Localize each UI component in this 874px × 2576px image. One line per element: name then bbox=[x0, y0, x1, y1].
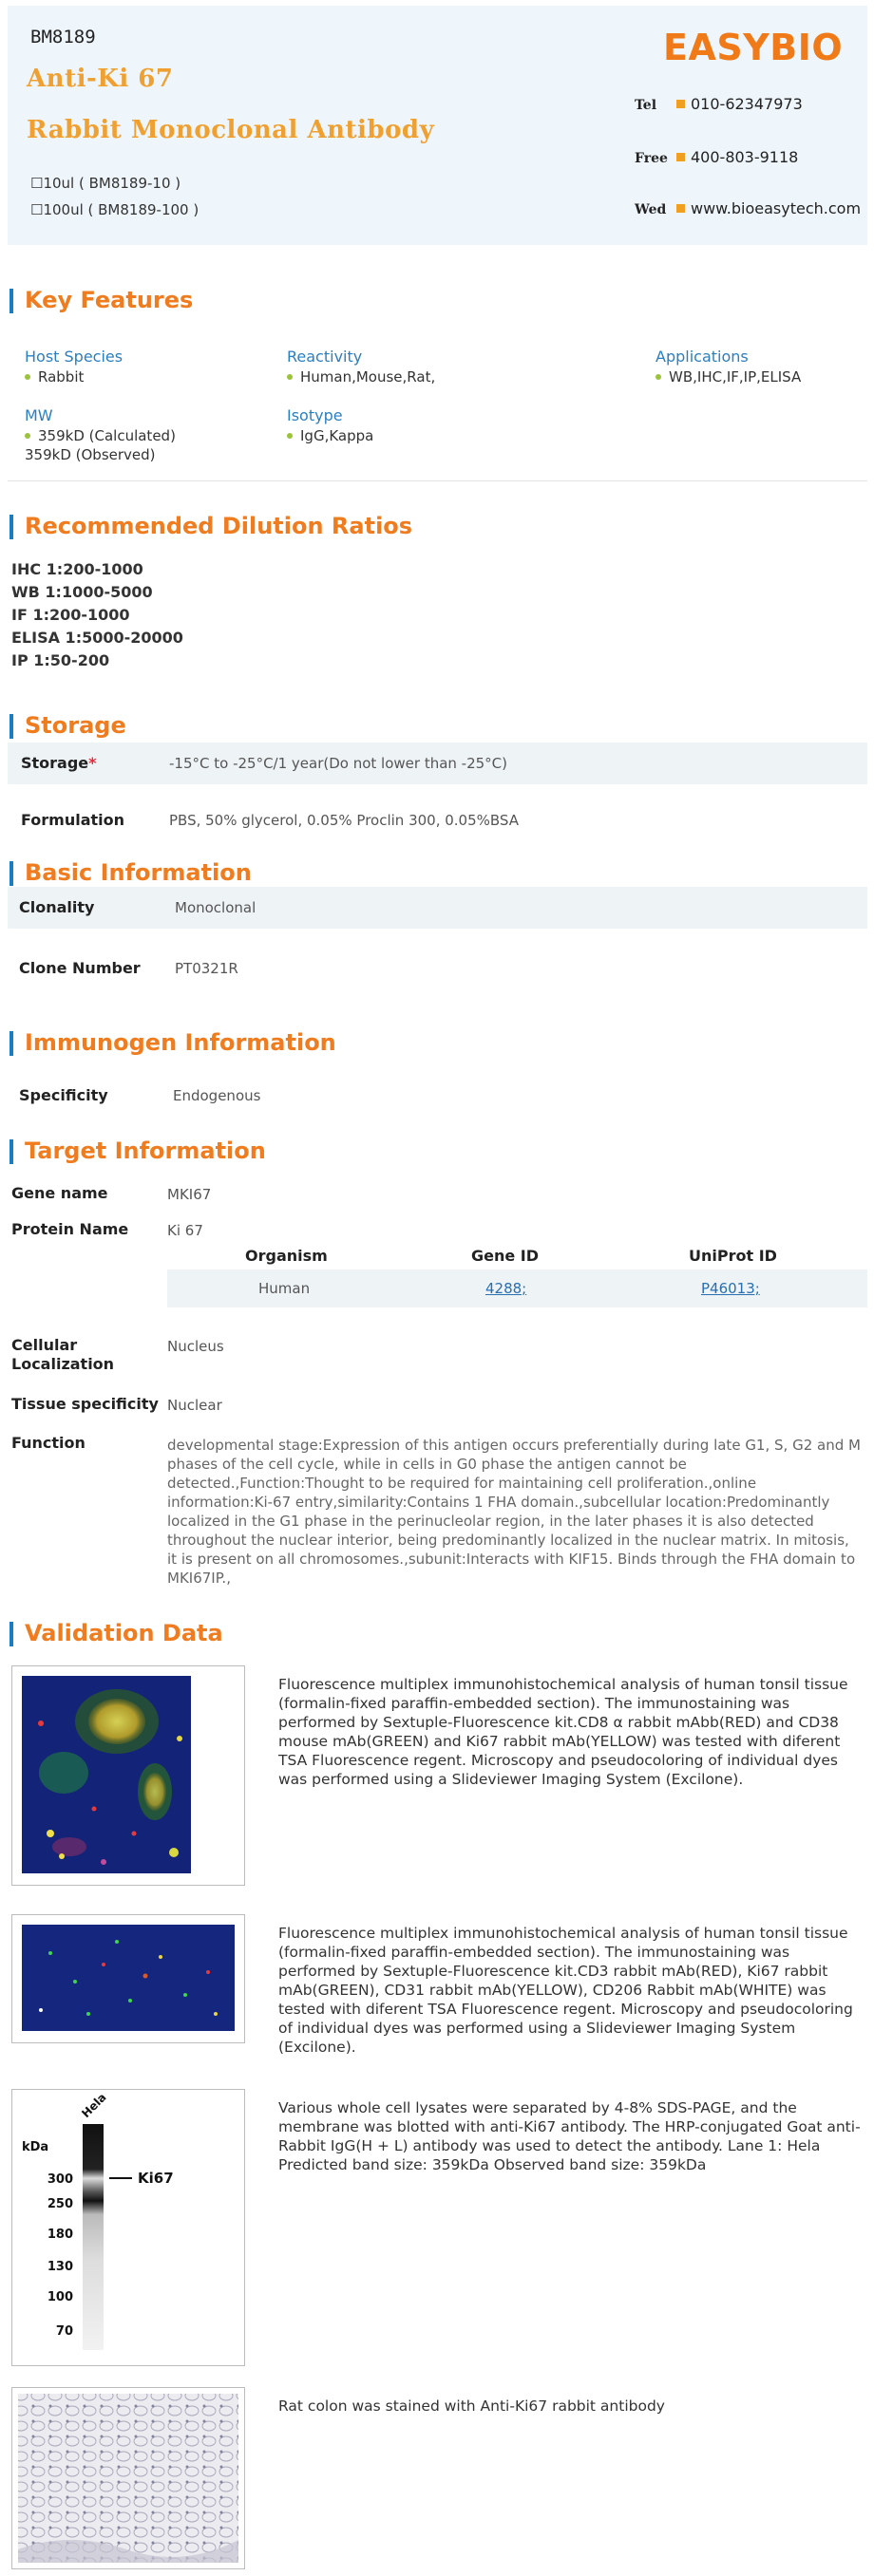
contact-tel bbox=[635, 95, 803, 113]
western-blot-frame bbox=[11, 2089, 245, 2366]
section-bar bbox=[10, 1622, 13, 1646]
tel-value: 010-62347973 bbox=[691, 95, 803, 113]
gene-name-value: MKI67 bbox=[167, 1186, 212, 1203]
clonality-row-bg bbox=[8, 887, 867, 929]
protein-name-value: Ki 67 bbox=[167, 1222, 203, 1239]
mw-value-calculated: 359kD (Calculated) bbox=[25, 427, 176, 444]
applications-label: Applications bbox=[656, 348, 749, 366]
product-code: BM8189 bbox=[30, 27, 96, 47]
wb-marker-100: 100 bbox=[47, 2290, 73, 2304]
mw-value-observed: 359kD (Observed) bbox=[25, 446, 156, 463]
dilution-elisa: ELISA 1:5000-20000 bbox=[11, 629, 183, 647]
section-bar bbox=[10, 714, 13, 739]
tel-label: Tel bbox=[635, 98, 657, 113]
specificity-value: Endogenous bbox=[173, 1087, 261, 1104]
contact-web bbox=[635, 199, 861, 217]
tissue-specificity-label: Tissue specificity bbox=[11, 1395, 159, 1413]
easybio-logo: EASYBIO bbox=[663, 27, 844, 68]
bullet-square-icon bbox=[676, 100, 685, 108]
section-bar bbox=[10, 289, 13, 313]
free-label: Free bbox=[635, 151, 668, 166]
section-title: Key Features bbox=[25, 287, 194, 313]
dilution-ihc: IHC 1:200-1000 bbox=[11, 560, 143, 578]
isotype-label: Isotype bbox=[287, 406, 343, 424]
validation-description-2: Fluorescence multiplex immunohistochemical analysis of human tonsil tissue (formalin-fixed paraffin-embedded section). The immunostaining was performed by Sextuple-Fluorescence kit.CD3 rabbit mAb(RED), Ki67 rabbit mAb(GREEN), CD31 rabbit mAb(YELLOW), CD206 Rabbit mAb(WHITE) was tested with diferent TSA Fluorescence regent. Microscopy and pseudocoloring of individual dyes was performed using a Slideviewer Imaging System (Excilone). bbox=[278, 1925, 853, 2056]
isotype-value: IgG,Kappa bbox=[287, 427, 373, 444]
wb-lane-label: Hela bbox=[79, 2090, 109, 2121]
fluorescence-image-1 bbox=[12, 1666, 244, 1885]
fluorescence-image-2-frame bbox=[11, 1914, 245, 2043]
protein-name-label: Protein Name bbox=[11, 1220, 129, 1238]
clone-number-value: PT0321R bbox=[175, 960, 238, 977]
product-title: Anti-Ki 67 bbox=[27, 65, 174, 93]
gene-id-link[interactable]: 4288; bbox=[485, 1280, 527, 1297]
divider bbox=[8, 480, 867, 481]
size-option-10ul[interactable]: ☐10ul ( BM8189-10 ) bbox=[30, 175, 181, 192]
ihc-rat-colon-image bbox=[12, 2388, 244, 2568]
gene-name-label: Gene name bbox=[11, 1184, 108, 1202]
clone-number-label: Clone Number bbox=[19, 959, 141, 977]
contact-free bbox=[635, 148, 798, 166]
bullet-dot-icon bbox=[287, 374, 293, 380]
section-title: Validation Data bbox=[25, 1620, 223, 1646]
section-bar bbox=[10, 515, 13, 539]
applications-value: WB,IHC,IF,IP,ELISA bbox=[656, 368, 801, 385]
section-title: Basic Information bbox=[25, 859, 252, 886]
wb-marker-300: 300 bbox=[47, 2172, 73, 2187]
clonality-label: Clonality bbox=[19, 898, 95, 916]
organism-header: Organism bbox=[245, 1247, 328, 1265]
section-bar bbox=[10, 861, 13, 886]
header-panel bbox=[8, 6, 867, 245]
section-title: Target Information bbox=[25, 1138, 266, 1164]
bullet-square-icon bbox=[676, 153, 685, 161]
dilution-ip: IP 1:50-200 bbox=[11, 651, 110, 669]
bullet-dot-icon bbox=[25, 374, 30, 380]
bullet-dot-icon bbox=[25, 433, 30, 439]
cellular-localization-value: Nucleus bbox=[167, 1338, 224, 1355]
free-value: 400-803-9118 bbox=[691, 148, 799, 166]
reactivity-value: Human,Mouse,Rat, bbox=[287, 368, 435, 385]
wb-marker-130: 130 bbox=[47, 2260, 73, 2274]
wb-kda-label: kDa bbox=[22, 2140, 49, 2154]
fluorescence-image-2 bbox=[12, 1915, 244, 2042]
uniprot-id-link[interactable]: P46013; bbox=[701, 1280, 760, 1297]
storage-value: -15°C to -25°C/1 year(Do not lower than -25°C) bbox=[169, 755, 508, 772]
dilution-if: IF 1:200-1000 bbox=[11, 606, 130, 624]
uniprot-id-header: UniProt ID bbox=[689, 1247, 777, 1265]
organism-value: Human bbox=[258, 1280, 311, 1297]
tissue-specificity-value: Nuclear bbox=[167, 1397, 222, 1414]
section-bar bbox=[10, 1031, 13, 1056]
function-value: developmental stage:Expression of this antigen occurs preferentially during late G1, S, G2 and M phases of the cell cycle, while in cells in G0 phase the antigen cannot be detected.,Function:Thought to be required for maintaining cell proliferation.,online information:Ki-67 entry,similarity:Contains 1 FHA domain.,subcellular location:Predominantly localized in the G1 phase in the perinucleolar region, in the later phases it is also detected throughout the nuclear interior, being predominantly localized in the nuclear matrix. In mitosis, it is present on all chromosomes.,subunit:Interacts with KIF15. Binds through the FHA domain to MKI67IP., bbox=[167, 1437, 861, 1587]
bullet-dot-icon bbox=[287, 433, 293, 439]
wb-marker-70: 70 bbox=[55, 2324, 73, 2339]
wb-marker-180: 180 bbox=[47, 2228, 73, 2242]
web-label: Wed bbox=[635, 202, 667, 217]
function-label: Function bbox=[11, 1434, 86, 1452]
section-bar bbox=[10, 1139, 13, 1164]
storage-label: Storage* bbox=[21, 754, 97, 772]
host-species-value: Rabbit bbox=[25, 368, 84, 385]
validation-description-1: Fluorescence multiplex immunohistochemical analysis of human tonsil tissue (formalin-fixed paraffin-embedded section). The immunostaining was performed by Sextuple-Fluorescence kit.CD8 α rabbit mAbb(RED) and CD38 mouse mAb(GREEN) and Ki67 rabbit mAb(YELLOW) was tested with diferent TSA Fluorescence regent. Microscopy and pseudocoloring of individual dyes was performed using a Slideviewer Imaging System (Excilone). bbox=[278, 1676, 848, 1788]
product-subtitle: Rabbit Monoclonal Antibody bbox=[27, 116, 435, 144]
gene-id-header: Gene ID bbox=[471, 1247, 540, 1265]
mw-label: MW bbox=[25, 406, 53, 424]
section-title: Storage bbox=[25, 712, 126, 739]
dilution-wb: WB 1:1000-5000 bbox=[11, 583, 153, 601]
specificity-label: Specificity bbox=[19, 1086, 108, 1104]
wb-band-label: Ki67 bbox=[138, 2170, 174, 2187]
clonality-value: Monoclonal bbox=[175, 899, 256, 916]
section-title: Immunogen Information bbox=[25, 1029, 336, 1056]
host-species-label: Host Species bbox=[25, 348, 124, 366]
formulation-value: PBS, 50% glycerol, 0.05% Proclin 300, 0.05%BSA bbox=[169, 812, 519, 829]
validation-description-3: Various whole cell lysates were separated by 4-8% SDS-PAGE, and the membrane was blotted with anti-Ki67 antibody. The HRP-conjugated Goat anti-Rabbit IgG(H + L) antibody was used to detect the antibody. Lane 1: Hela Predicted band size: 359kDa Observed band size: 359kDa bbox=[278, 2099, 861, 2173]
web-link[interactable]: www.bioeasytech.com bbox=[691, 199, 862, 217]
cellular-localization-label: Cellular Localization bbox=[11, 1336, 115, 1373]
reactivity-label: Reactivity bbox=[287, 348, 363, 366]
fluorescence-image-1-frame bbox=[11, 1665, 245, 1886]
formulation-label: Formulation bbox=[21, 811, 125, 829]
ihc-image-frame bbox=[11, 2387, 245, 2569]
bullet-square-icon bbox=[676, 204, 685, 213]
section-title: Recommended Dilution Ratios bbox=[25, 513, 413, 539]
western-blot-image bbox=[12, 2090, 244, 2365]
wb-marker-250: 250 bbox=[47, 2197, 73, 2211]
bullet-dot-icon bbox=[656, 374, 661, 380]
size-option-100ul[interactable]: ☐100ul ( BM8189-100 ) bbox=[30, 201, 200, 218]
validation-description-4: Rat colon was stained with Anti-Ki67 rabbit antibody bbox=[278, 2397, 665, 2415]
